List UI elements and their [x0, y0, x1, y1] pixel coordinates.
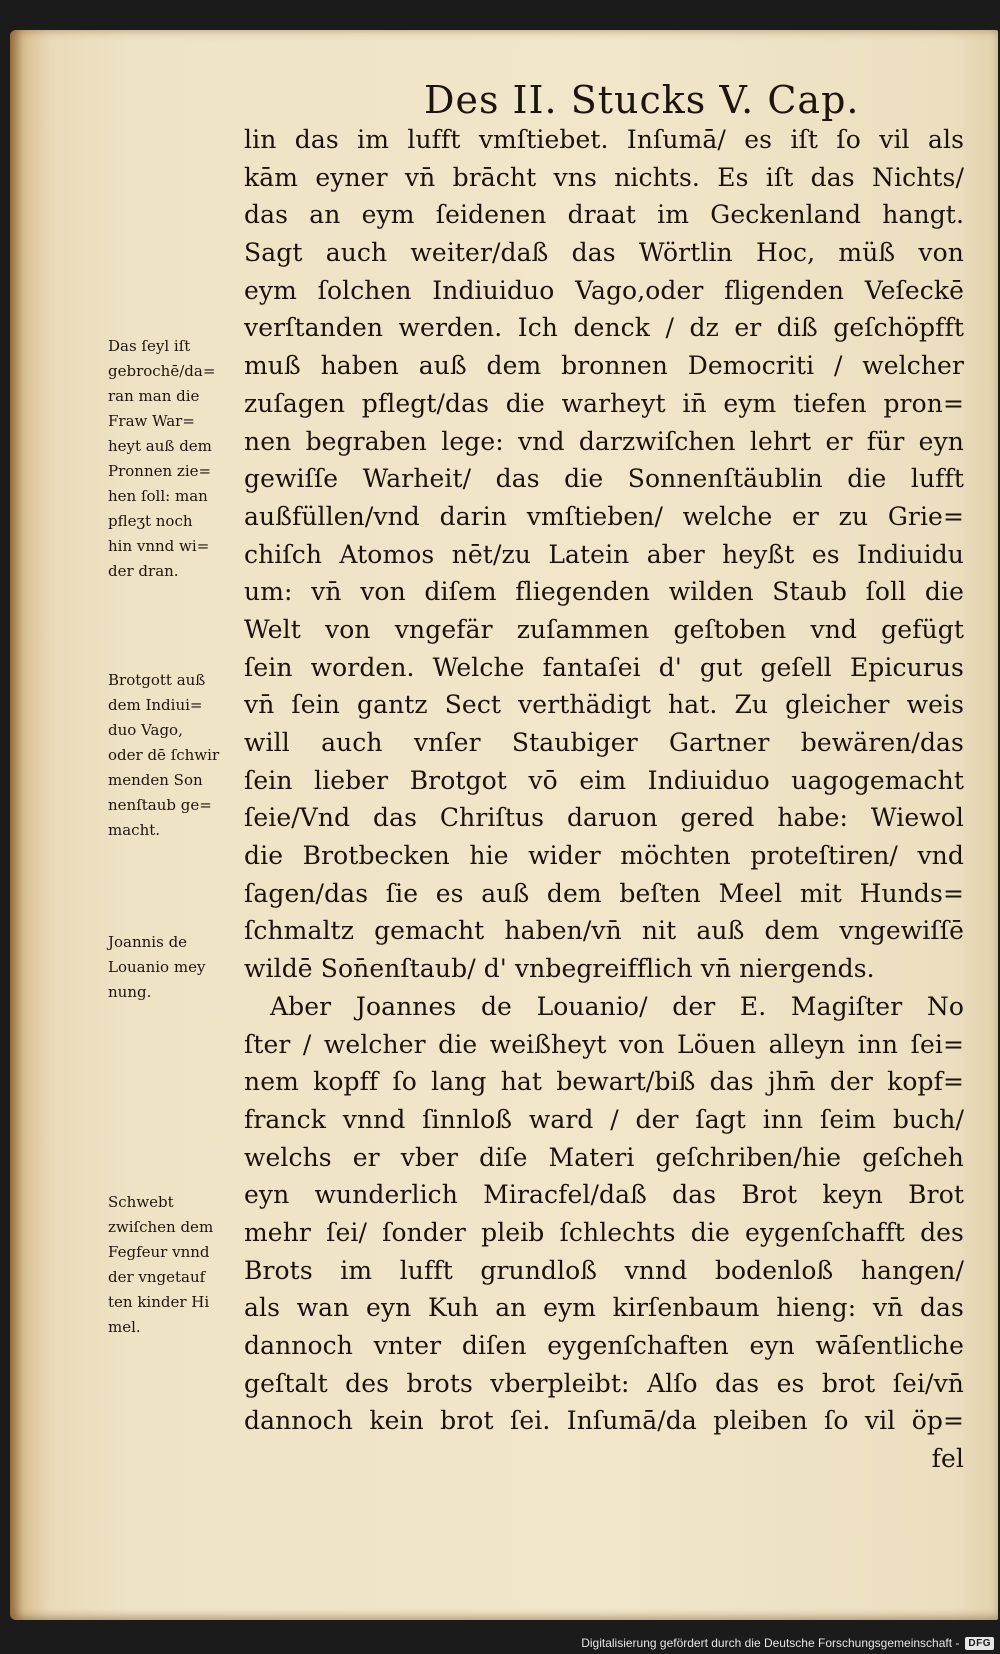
- text-line: ſter / welcher die weißheyt von Löuen alleyn inn ſei=: [244, 1029, 964, 1059]
- text-line: ſein lieber Brotgot vō eim Indiuiduo uagogemacht: [244, 765, 964, 795]
- text-line: kām eyner vn̄ brācht vns nichts. Es iſt das Nichts/: [244, 162, 964, 192]
- text-line: verſtanden werden. Ich denck / dz er diß geſchöpfft: [244, 313, 964, 343]
- text-line: geſtalt des brots vberpleibt: Alſo das es brot ſei/vn̄: [244, 1368, 964, 1398]
- marginal-note-line: Fraw War=: [108, 412, 195, 430]
- text-line: Welt von vngefär zuſammen geſtoben vnd gefügt: [244, 614, 964, 644]
- marginal-note: [108, 334, 236, 584]
- marginal-note-line: Louanio mey: [108, 958, 206, 976]
- marginal-note-line: oder dē ſchwir: [108, 746, 220, 764]
- catchword: fel: [931, 1444, 964, 1474]
- text-line: wildē Son̄enſtaub/ d' vnbegreifflich vn̄ niergends.: [244, 954, 875, 984]
- text-line: um: vn̄ von diſem fliegenden wilden Staub ſoll die: [244, 577, 964, 607]
- text-line: nem kopff ſo lang hat bewart/biß das jhm̄ der kopf=: [244, 1067, 964, 1097]
- marginal-note-line: nenſtaub ge=: [108, 796, 212, 814]
- dfg-logo: DFG: [965, 1637, 994, 1650]
- text-line: das an eym ſeidenen draat im Geckenland hangt.: [244, 200, 964, 230]
- marginal-note-line: Das ſeyl iſt: [108, 337, 191, 355]
- marginal-note-line: pfleʒt noch: [108, 512, 193, 530]
- text-line: dannoch kein brot ſei. Inſumā/da pleiben ſo vil öp=: [244, 1406, 964, 1436]
- marginal-note: [108, 930, 236, 1005]
- marginal-note-line: nung.: [108, 983, 152, 1001]
- text-line: Aber Joannes de Louanio/ der E. Magiſter No: [270, 991, 964, 1021]
- marginal-note-line: Joannis de: [108, 933, 188, 951]
- text-line: ſeie/Vnd das Chriſtus daruon gered habe: Wiewol: [244, 803, 964, 833]
- text-line: vn̄ ſein gantz Sect verthädigt hat. Zu gleicher weis: [244, 690, 964, 720]
- text-line: will auch vnſer Staubiger Gartner bewären/das: [244, 728, 964, 757]
- marginal-note-line: zwiſchen dem: [108, 1218, 214, 1236]
- digitization-footer: [581, 1636, 994, 1650]
- marginal-note-line: hen ſoll: man: [108, 487, 208, 505]
- marginal-note-line: ten kinder Hi: [108, 1293, 210, 1311]
- marginal-note-line: der vngetauf: [108, 1268, 206, 1286]
- marginal-note-line: menden Son: [108, 771, 203, 789]
- text-line: eyn wunderlich Miracfel/daß das Brot keyn Brot: [244, 1180, 964, 1210]
- marginal-note-line: der dran.: [108, 562, 179, 580]
- marginal-note-line: Fegfeur vnnd: [108, 1243, 210, 1261]
- text-line: chiſch Atomos nēt/zu Latein aber heyßt es Indiuidu: [244, 539, 964, 569]
- marginal-note: [108, 668, 236, 843]
- text-line: nen begraben lege: vnd darzwiſchen lehrt er für eyn: [244, 426, 964, 456]
- funding-credit: Digitalisierung gefördert durch die Deutsche Forschungsgemeinschaft -: [581, 1636, 960, 1650]
- running-head: Des II. Stucks V. Cap.: [424, 78, 860, 122]
- marginal-note-line: macht.: [108, 821, 161, 839]
- text-line: als wan eyn Kuh an eym kirſenbaum hieng: vn̄ das: [244, 1293, 964, 1323]
- marginal-note: [108, 1190, 236, 1340]
- text-line: muß haben auß dem bronnen Democriti / welcher: [244, 351, 964, 381]
- text-line: Brots im lufft grundloß vnnd bodenloß hangen/: [244, 1255, 964, 1285]
- text-line: franck vnnd ſinnloß ward / der ſagt inn ſeim buch/: [244, 1104, 964, 1134]
- text-line: Sagt auch weiter/daß das Wörtlin Hoc, müß von: [244, 238, 964, 268]
- text-line: mehr ſei/ ſonder pleib ſchlechts die eygenſchafft des: [244, 1217, 964, 1247]
- marginal-note-line: hin vnnd wi=: [108, 537, 210, 555]
- text-line: außfüllen/vnd darin vmſtieben/ welche er zu Grie=: [244, 501, 964, 531]
- text-line: zuſagen pflegt/das die warheyt in̄ eym tiefen pron=: [244, 388, 964, 418]
- marginal-note-line: mel.: [108, 1318, 141, 1336]
- marginal-note-line: ran man die: [108, 387, 200, 405]
- text-line: ſagen/das ſie es auß dem beſten Meel mit Hunds=: [244, 878, 964, 908]
- marginal-note-line: heyt auß dem: [108, 437, 212, 455]
- marginal-note-line: gebrochē/da=: [108, 362, 216, 380]
- marginal-note-line: Schwebt: [108, 1193, 174, 1211]
- text-line: lin das im lufft vmſtiebet. Inſumā/ es iſt ſo vil als: [244, 125, 964, 154]
- text-line: ſein worden. Welche fantaſei d' gut geſell Epicurus: [244, 652, 964, 682]
- marginal-note-line: Brotgott auß: [108, 671, 206, 689]
- marginal-note-line: duo Vago,: [108, 721, 183, 739]
- text-line: eym ſolchen Indiuiduo Vago,oder fligenden Veſeckē: [244, 275, 964, 305]
- marginal-note-line: dem Indiui=: [108, 696, 203, 714]
- text-line: ſchmaltz gemacht haben/vn̄ nit auß dem vngewiſſē: [244, 916, 964, 946]
- body-text: [244, 121, 964, 1478]
- text-line: gewiſſe Warheit/ das die Sonnenſtäublin die lufft: [244, 464, 964, 494]
- text-line: dannoch vnter diſen eygenſchaften eyn wāſentliche: [244, 1331, 964, 1360]
- marginal-note-line: Pronnen zie=: [108, 462, 212, 480]
- text-line: die Brotbecken hie wider möchten proteſtiren/ vnd: [244, 841, 964, 871]
- text-line: welchs er vber diſe Materi geſchriben/hie geſcheh: [244, 1142, 964, 1172]
